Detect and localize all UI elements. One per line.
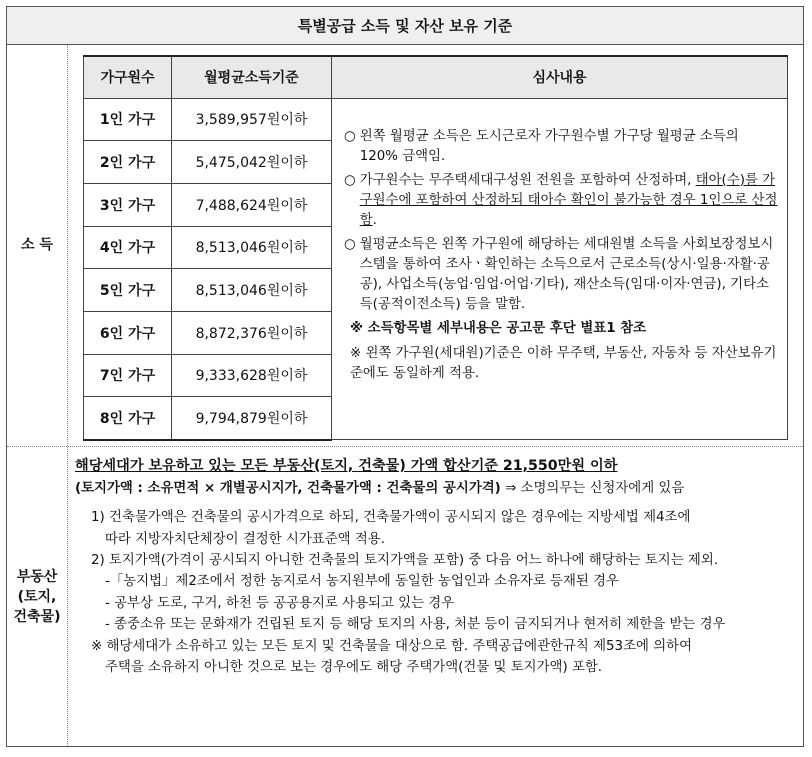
income-note-2: ※ 왼쪽 가구원(세대원)기준은 이하 무주택, 부동산, 자동차 등 자산보유기준에도 동일하게 적용. [350, 345, 777, 381]
review-text-2 [360, 171, 781, 231]
section-divider [7, 446, 803, 447]
household-count: 7인 가구 [84, 354, 172, 397]
formula-rest-text: ⇒ 소명의무는 신청자에게 있음 [500, 480, 685, 496]
real-estate-label-line3: 건축물) [13, 609, 61, 626]
household-count: 5인 가구 [84, 269, 172, 312]
real-estate-item-1a: 1) 건축물가액은 건축물의 공시가격으로 하되, 건축물가액이 공시되지 않은 경우에는 지방세법 제4조에 [91, 510, 691, 526]
income-table [83, 55, 788, 441]
review-description [332, 98, 788, 440]
page-title: 특별공급 소득 및 자산 보유 기준 [7, 7, 803, 45]
review-text-3: 월평균소득은 왼쪽 가구원에 해당하는 세대원별 소득을 사회보장정보시스템을 통하여 조사ㆍ확인하는 소득으로서 근로소득(상시·일용·자활·공공), 사업소득(농업·임업·어업·기타), 재산소득(임대·이자·연금), 기타소득(공적이전소득) 등을 말함. [359, 237, 774, 313]
formula-bold-text: (토지가액 : 소유면적 × 개별공시지가, 건축물가액 : 건축물의 공시가격) [75, 480, 501, 496]
household-count: 2인 가구 [84, 141, 172, 184]
real-estate-headline-text: 해당세대가 보유하고 있는 모든 부동산(토지, 건축물) 가액 합산기준 21,550만원 이하 [75, 458, 618, 474]
household-count: 3인 가구 [84, 183, 172, 226]
table-row [84, 98, 788, 141]
real-estate-sub-2: - 공부상 도로, 구거, 하천 등 공공용지로 사용되고 있는 경우 [105, 595, 455, 611]
household-count: 1인 가구 [84, 98, 172, 141]
real-estate-sub-3: - 종중소유 또는 문화재가 건립된 토지 등 해당 토지의 사용, 처분 등이 금지되거나 현저히 제한을 받는 경우 [105, 617, 726, 633]
real-estate-label-line1: 부동산 [16, 568, 58, 585]
review-text-2c: . [372, 212, 377, 228]
income-table-header [84, 56, 788, 98]
income-amount: 9,333,628원이하 [172, 354, 332, 397]
income-note-1: ※ 소득항목별 세부내용은 공고문 후단 별표1 참조 [350, 321, 647, 337]
income-amount: 3,589,957원이하 [172, 98, 332, 141]
real-estate-headline [75, 455, 795, 478]
column-divider [67, 45, 68, 746]
real-estate-sub-1: -「농지법」제2조에서 정한 농지로서 농지원부에 동일한 농업인과 소유자로 등재된 경우 [105, 574, 619, 590]
review-text-1: 왼쪽 월평균 소득은 도시근로자 가구원수별 가구당 월평균 소득의 120% 금액임. [359, 128, 739, 164]
income-section-label [7, 45, 67, 446]
review-item-2 [344, 171, 781, 231]
income-amount: 7,488,624원이하 [172, 183, 332, 226]
income-amount: 8,513,046원이하 [172, 226, 332, 269]
spacer [75, 499, 795, 507]
real-estate-section-label [7, 447, 67, 747]
household-count: 6인 가구 [84, 311, 172, 354]
review-item-1 [344, 127, 781, 167]
real-estate-item-1b: 따라 지방자치단체장이 결정한 시가표준액 적용. [105, 531, 385, 547]
income-amount: 8,513,046원이하 [172, 269, 332, 312]
review-item-3 [344, 235, 781, 315]
household-count: 4인 가구 [84, 226, 172, 269]
bullet-icon: ○ [344, 237, 356, 253]
review-text-2b-underlined: 태아(수)를 가구원수에 포함하여 산정하되 태아수 확인이 불가능한 경우 1인으로 산정함 [359, 172, 778, 228]
income-amount: 9,794,879원이하 [172, 397, 332, 440]
bullet-icon: ○ [344, 172, 356, 188]
income-amount: 8,872,376원이하 [172, 311, 332, 354]
real-estate-content [75, 455, 795, 679]
bullet-icon: ○ [344, 128, 356, 144]
header-household-size: 가구원수 [84, 56, 172, 98]
real-estate-note-a: ※ 해당세대가 소유하고 있는 모든 토지 및 건축물을 대상으로 함. 주택공급에관한규칙 제53조에 의하여 [91, 638, 693, 654]
real-estate-item-2: 2) 토지가액(가격이 공시되지 아니한 건축물의 토지가액을 포함) 중 다음 어느 하나에 해당하는 토지는 제외. [91, 553, 719, 569]
review-text-2a: 가구원수는 무주택세대구성원 전원을 포함하여 산정하며, [359, 172, 692, 188]
real-estate-note-b: 주택을 소유하지 아니한 것으로 보는 경우에도 해당 주택가액(건물 및 토지가액) 포함. [105, 660, 603, 676]
income-amount: 5,475,042원이하 [172, 141, 332, 184]
header-review-content: 심사내용 [332, 56, 788, 98]
income-label-text: 소 득 [21, 237, 53, 254]
household-count: 8인 가구 [84, 397, 172, 440]
header-income-standard: 월평균소득기준 [172, 56, 332, 98]
real-estate-formula [75, 478, 795, 499]
real-estate-label-line2: (토지, [17, 588, 57, 605]
